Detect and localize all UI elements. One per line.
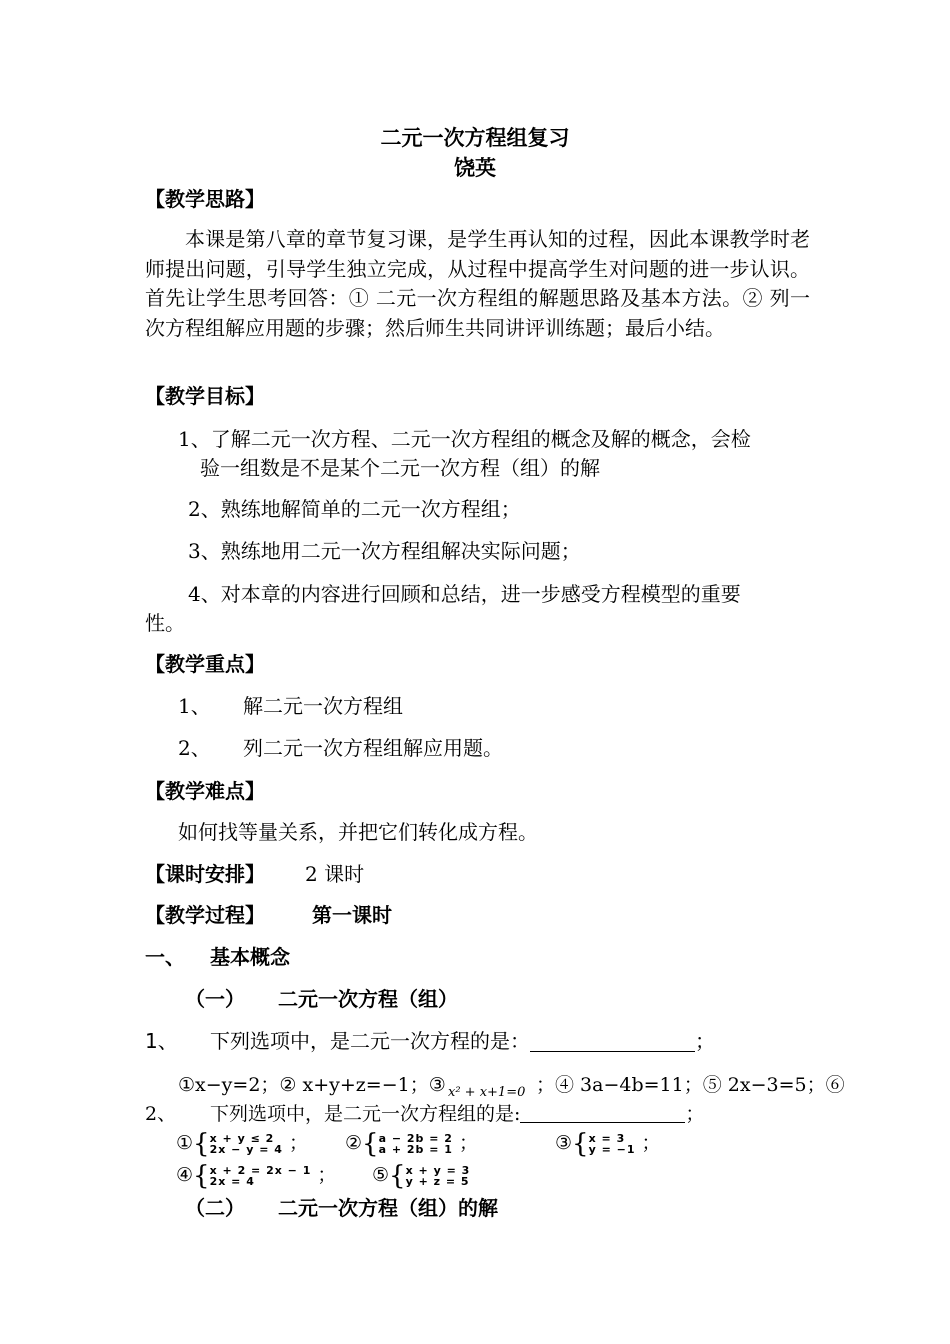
key-point-2-num: 2、	[178, 736, 211, 760]
schedule-header: 【课时安排】	[145, 862, 265, 886]
difficult-header: 【教学难点】	[145, 779, 265, 803]
q2-num: 2、	[145, 1103, 177, 1125]
difficult-text: 如何找等量关系，并把它们转化成方程。	[178, 820, 538, 844]
thinking-text: 本课是第八章的章节复习课，是学生再认知的过程，因此本课教学时老师提出问题，引导学生独立完成，从过程中提高学生对问题的进一步认识。首先让学生思考回答：① 二元一次方程组的解题思路及基本方法。② 列一次方程组解应用题的步骤；然后师生共同讲评训练题；最后小结。	[145, 227, 810, 340]
q2-option-5: ⑤{ x + y = 3 y + z = 5	[372, 1161, 471, 1191]
author-name: 饶英	[454, 155, 496, 180]
q2-option-5-system: x + y = 3 y + z = 5	[405, 1164, 471, 1188]
schedule-text: 2 课时	[305, 862, 365, 886]
q2-text: 下列选项中，是二元一次方程组的是:	[210, 1103, 521, 1125]
key-point-1-num: 1、	[178, 694, 211, 718]
q1-options-b: ；④ 3a−4b=11；⑤ 2x−3=5；⑥	[536, 1074, 845, 1096]
q2-option-4-system: x + 2 = 2x − 1 2x = 4	[209, 1164, 312, 1188]
q1-option-3-equation: x² + x+1=0	[448, 1085, 526, 1100]
goal-3: 3、熟练地用二元一次方程组解决实际问题；	[188, 539, 581, 563]
goal-4-cont: 性。	[145, 611, 185, 635]
thinking-header: 【教学思路】	[145, 187, 265, 211]
q2-option-3-system: x = 3 y = −1	[588, 1132, 636, 1156]
key-point-1: 解二元一次方程组	[243, 694, 403, 718]
q1-num: 1、	[145, 1029, 178, 1053]
q2-option-1: ①{ x + y ≤ 2 2x − y = 4 ；	[176, 1129, 308, 1159]
sub-2-num: （二）	[185, 1196, 245, 1220]
q2-option-1-system: x + y ≤ 2 2x − y = 4	[209, 1132, 283, 1156]
q1-line	[210, 1027, 715, 1055]
key-header: 【教学重点】	[145, 652, 265, 676]
page-title: 二元一次方程组复习	[380, 125, 570, 150]
process-header: 【教学过程】	[145, 903, 265, 927]
q2-option-2: ②{ a − 2b = 2 a + 2b = 1 ；	[345, 1129, 478, 1159]
part-1-title: 基本概念	[210, 945, 290, 969]
brace-icon: {	[193, 1129, 210, 1159]
goal-4: 4、对本章的内容进行回顾和总结，进一步感受方程模型的重要	[188, 582, 741, 606]
q2-option-3: ③{ x = 3 y = −1 ；	[555, 1129, 661, 1159]
goal-2: 2、熟练地解简单的二元一次方程组；	[188, 497, 521, 521]
sub-2-title: 二元一次方程（组）的解	[278, 1196, 498, 1220]
brace-icon: {	[362, 1129, 379, 1159]
goal-1: 1、了解二元一次方程、二元一次方程组的概念及解的概念，会检	[178, 427, 751, 451]
q2-answer-blank	[520, 1104, 685, 1123]
sub-1-num: （一）	[185, 987, 245, 1011]
q1-text: 下列选项中，是二元一次方程的是：	[210, 1029, 530, 1053]
goal-1-cont: 验一组数是不是某个二元一次方程（组）的解	[200, 456, 600, 480]
q2-option-4: ④{ x + 2 = 2x − 1 2x = 4 ；	[176, 1161, 337, 1191]
process-text: 第一课时	[312, 903, 392, 927]
key-point-2: 列二元一次方程组解应用题。	[243, 736, 503, 760]
sub-1-title: 二元一次方程（组）	[278, 987, 458, 1011]
q1-answer-blank	[530, 1031, 695, 1052]
q2-option-2-system: a − 2b = 2 a + 2b = 1	[378, 1132, 453, 1156]
brace-icon: {	[193, 1161, 210, 1191]
q1-end: ；	[695, 1029, 715, 1053]
part-1-num: 一、	[145, 945, 185, 969]
goals-header: 【教学目标】	[145, 384, 265, 408]
q2-line	[210, 1100, 704, 1128]
brace-icon: {	[389, 1161, 406, 1191]
q2-end: ；	[685, 1103, 705, 1125]
brace-icon: {	[572, 1129, 589, 1159]
q1-options-a: ①x−y=2；② x+y+z=−1；③	[178, 1074, 446, 1096]
